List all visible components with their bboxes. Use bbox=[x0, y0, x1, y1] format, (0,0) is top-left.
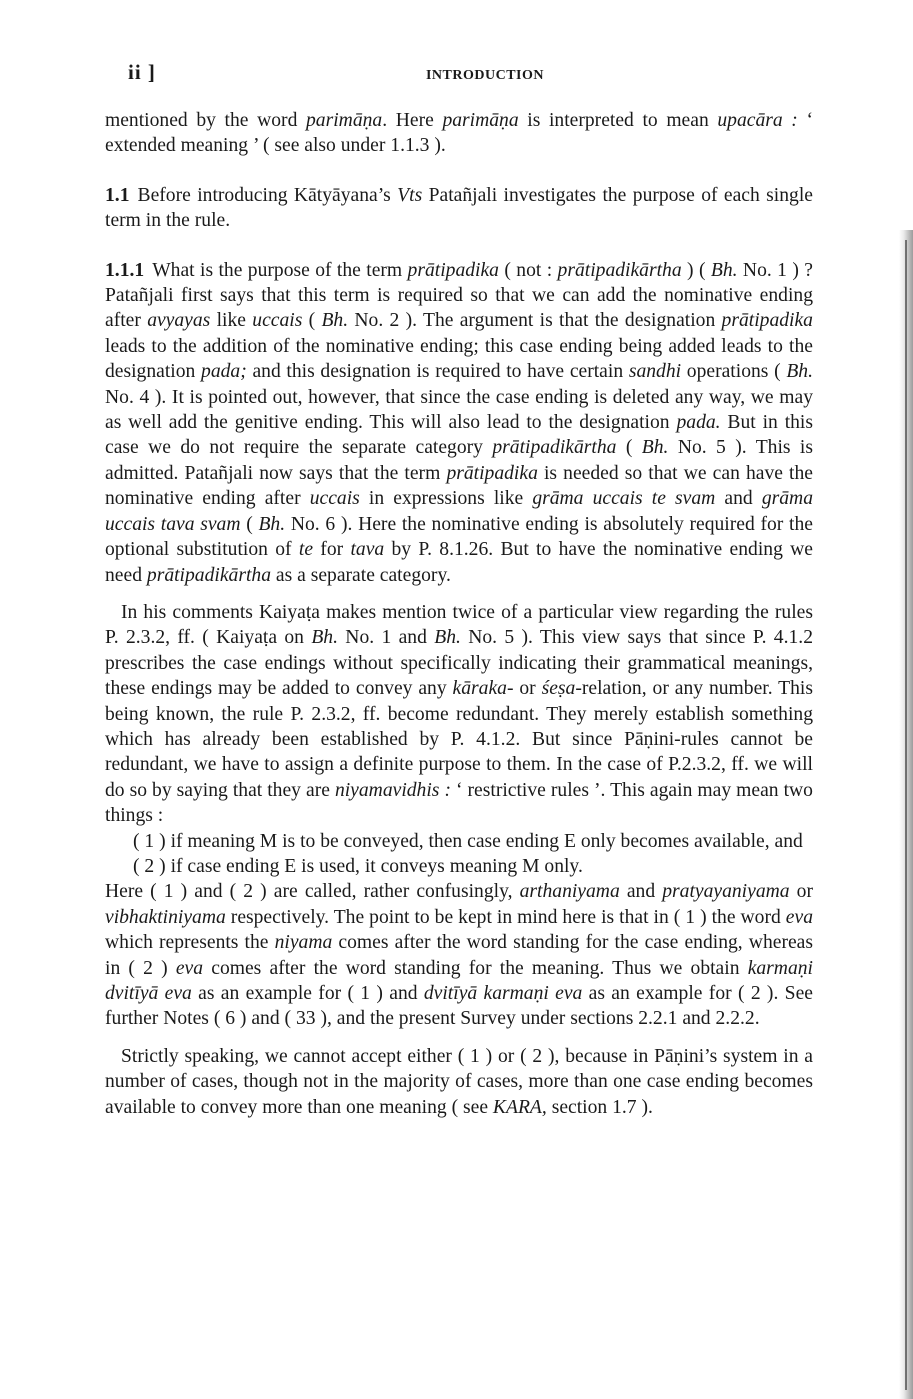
running-header bbox=[120, 58, 810, 88]
section-1-1: 1.1 Before introducing Kātyāyana’s Vts Patañjali investigates the purpose of each single term in the rule. bbox=[105, 184, 813, 232]
list-item: ( 2 ) if case ending E is used, it conveys meaning M only. bbox=[133, 855, 583, 877]
section-number: 1.1 bbox=[105, 184, 130, 206]
section-number: 1.1.1 bbox=[105, 259, 145, 281]
list-item: ( 1 ) if meaning M is to be conveyed, then case ending E only becomes available, and bbox=[133, 830, 803, 852]
binding-edge bbox=[905, 240, 907, 1390]
strictly-paragraph: Strictly speaking, we cannot accept either ( 1 ) or ( 2 ), because in Pāṇini’s system in a number of cases, though not in the majority of cases, more than one case ending becomes available to convey more than one meaning ( see KARA, section 1.7 ). bbox=[105, 1045, 813, 1118]
running-title: INTRODUCTION bbox=[425, 68, 544, 83]
section-1-1-1: 1.1.1 What is the purpose of the term prātipadika ( not : prātipadikārtha ) ( Bh. No. 1 ) ? Patañjali first says that this term is required so that we can add the nominative ending after avyayas like uccais ( Bh. No. 2 ). The argument is that the designation prātipadika leads to the addition of the nominative ending; this case ending being added leads to the designation pada; and this designation is required to have certain sandhi operations ( Bh. No. 4 ). It is pointed out, however, that since the case ending is deleted any way, we may as well add the genitive ending. This will also lead to the designation pada. But in this case we do not require the separate category prātipadikārtha ( Bh. No. 5 ). This is admitted. Patañjali now says that the term prātipadika is needed so that we can have the nominative ending after uccais in expressions like grāma uccais te svam and grāma uccais tava svam ( Bh. No. 6 ). Here the nominative ending is absolutely required for the optional substitution of te for tava by P. 8.1.26. But to have the nominative ending we need prātipadikārtha as a separate category. bbox=[105, 259, 814, 586]
page-number: ii ] bbox=[128, 60, 156, 84]
intro-paragraph: mentioned by the word parimāṇa. Here parimāṇa is interpreted to mean upacāra : ‘ extended meaning ’ ( see also under 1.1.3 ). bbox=[105, 110, 813, 157]
here-paragraph: Here ( 1 ) and ( 2 ) are called, rather confusingly, arthaniyama and pratyayaniyama or vibhaktiniyama respectively. The point to be kept in mind here is that in ( 1 ) the word eva which represents the niyama comes after the word standing for the case ending, whereas in ( 2 ) eva comes after the word standing for the meaning. Thus we obtain karmaṇi dvitīyā eva as an example for ( 1 ) and dvitīyā karmaṇi eva as an example for ( 2 ). See further Notes ( 6 ) and ( 33 ), and the present Survey under sections 2.2.1 and 2.2.2. bbox=[105, 881, 813, 1030]
body-text bbox=[105, 108, 813, 1120]
kaiyata-paragraph: In his comments Kaiyaṭa makes mention twice of a particular view regarding the rules P. 2.3.2, ff. ( Kaiyaṭa on Bh. No. 1 and Bh. No. 5 ). This view says that since P. 4.1.2 prescribes the case endings without specifically indicating their grammatical meanings, these endings may be added to convey any kāraka- or śeṣa-relation, or any number. This being known, the rule P. 2.3.2, ff. become redundant. They merely establish something which has already been established by P. 4.1.2. But since Pāṇini-rules cannot be redundant, we have to assign a definite purpose to them. In the case of P.2.3.2, ff. we will do so by saying that they are niyamavidhis : ‘ restrictive rules ’. This again may mean two things : bbox=[105, 601, 813, 827]
